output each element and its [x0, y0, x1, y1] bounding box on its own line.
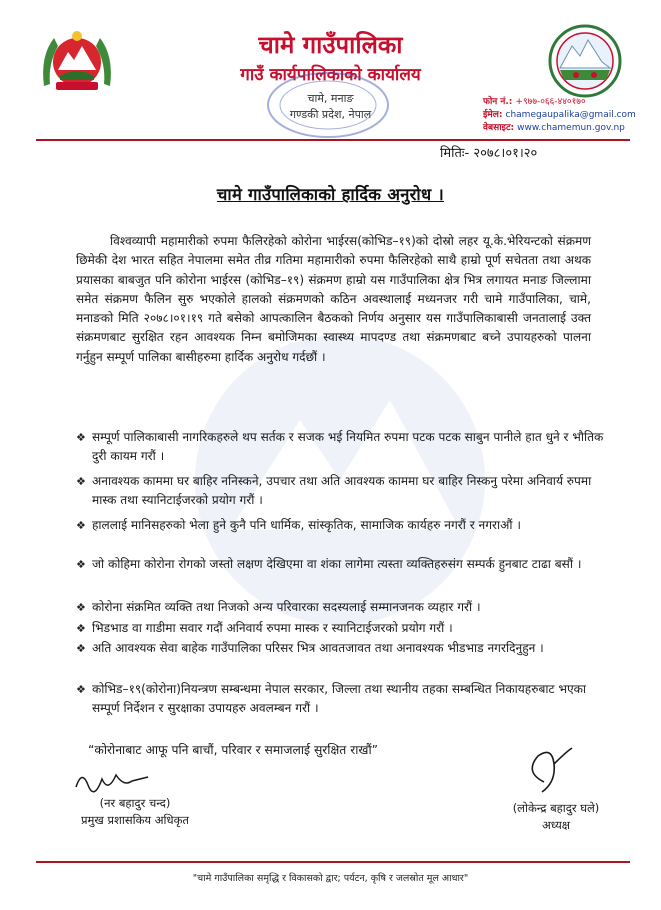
diamond-bullet-icon: ❖: [76, 558, 86, 571]
bullet-text: जो कोहिमा कोरोना रोगको जस्तो लक्षण देखिएमा वा शंका लागेमा त्यस्ता व्यक्तिहरुसंग सम्पर्क हुनबाट टाढा बसौं ।: [92, 557, 582, 571]
bullet-text: अति आवश्यक सेवा बाहेक गाउँपालिका परिसर भित्र आवतजावत तथा अनावश्यक भीडभाड नगरदिनुहुन ।: [92, 641, 544, 655]
diamond-bullet-icon: ❖: [76, 601, 86, 614]
email-row: [483, 109, 643, 122]
bullet-text: भिडभाड वा गाडीमा सवार गदौं अनिवार्य रुपमा मास्क र स्यानिटाईजरको प्रयोग गरौं ।: [92, 621, 453, 635]
closing-slogan: “कोरोनाबाट आफू पनि बाचौं, परिवार र समाजलाई सुरक्षित राखौं”: [88, 743, 379, 757]
bullet-item-6: [76, 619, 614, 638]
bullet-text: हाललाई मानिसहरुको भेला हुने कुनै पनि धार्मिक, सांस्कृतिक, सामाजिक कार्यहरु नगरौं र नगराऔं ।: [92, 518, 521, 532]
bullet-item-7: [76, 639, 614, 658]
signature-left: [72, 765, 152, 797]
contact-block: [483, 96, 643, 135]
office-stamp: [264, 70, 392, 140]
office-subtitle: गाउँ कार्यपालिकाको कार्यालय: [240, 65, 421, 85]
signatory-left-block: [60, 795, 210, 829]
office-title: चामे गाउँपालिका: [258, 31, 403, 59]
diamond-bullet-icon: ❖: [76, 475, 86, 488]
letter-subject: चामे गाउँपालिकाको हार्दिक अनुरोध ।: [216, 185, 445, 204]
bullet-item-5: [76, 598, 614, 617]
address-line-1: चामे, मनाङ: [307, 92, 354, 105]
website-row: [483, 122, 643, 135]
website-label: वेबसाइट:: [483, 123, 515, 133]
bullet-text: कोरोना संक्रमित व्यक्ति तथा निजको अन्य परिवारका सदस्यलाई सम्मानजनक व्यहार गरौं ।: [92, 600, 481, 614]
bullet-item-2: [76, 472, 614, 511]
bullet-item-1: [76, 428, 614, 467]
signatory-right-block: [486, 800, 626, 834]
diamond-bullet-icon: ❖: [76, 431, 86, 444]
header-divider: [36, 139, 630, 141]
bullet-text: सम्पूर्ण पालिकाबासी नागरिकहरुले थप सर्तक र सजक भई नियमित रुपमा पटक पटक साबुन पानीले हात धुने र भौतिक दुरी कायम गरौं ।: [92, 430, 604, 464]
bullet-text: अनावश्यक काममा घर बाहिर ननिस्कने, उपचार तथा अति आवश्यक काममा घर बाहिर निस्कनु परेमा अनिवार्य रुपमा मास्क तथा स्यानिटाईजरको प्रयोग गरौं ।: [92, 474, 592, 508]
diamond-bullet-icon: ❖: [76, 642, 86, 655]
signature-right: [514, 742, 584, 798]
diamond-bullet-icon: ❖: [76, 622, 86, 635]
diamond-bullet-icon: ❖: [76, 683, 86, 696]
intro-paragraph: विश्वव्यापी महामारीको रुपमा फैलिरहेको कोरोना भाईरस(कोभिड–१९)को दोस्रो लहर यू.के.भेरियन्टको संक्रमण छिमेकी देश भारत सहित नेपालमा समेत तीव्र गतिमा महामारीको रुपमा फैलिरहेको साथै हाम्रो पूर्ण सचेतता तथा अथक प्रयासका बाबजुत पनि कोरोना भाईरस (कोभिड–१९) संक्रमण हाम्रो यस गाउँपालिका क्षेत्र भित्र लगायत मनाङ जिल्लामा समेत संक्रमण फैलिन सुरु भएकोले हालको संक्रमणको कठिन अवस्थालाई मध्यनजर गरी चामे गाउँपालिका, चामे, मनाङको मिति २०७८।०१।१९ गते बसेको आपत्कालिन बैठकको निर्णय अनुसार यस गाउँपालिकाबासी जनतालाई उक्त संक्रमणबाट सुरक्षित रहन आवश्यक निम्न बमोजिमका स्वास्थ्य मापदण्ड तथा संक्रमणबाट बच्ने उपायहरुको पालना गर्नुहुन सम्पूर्ण पालिका बासीहरुमा हार्दिक अनुरोध गर्दछौं ।: [76, 234, 591, 364]
phone-label: फोन नं.:: [483, 97, 513, 107]
bullet-item-4: [76, 555, 614, 574]
signatory-right-name: (लोकेन्द्र बहादुर घले): [512, 801, 600, 815]
phone-row: [483, 96, 643, 109]
signatory-left-title: प्रमुख प्रशासकिय अधिकृत: [81, 813, 189, 827]
signatory-left-name: (नर बहादुर चन्द): [99, 796, 171, 810]
diamond-bullet-icon: ❖: [76, 519, 86, 532]
address-line-2: गण्डकी प्रदेश, नेपाल: [289, 108, 372, 121]
signatory-right-title: अध्यक्ष: [541, 818, 571, 832]
email-label: ईमेल:: [483, 110, 503, 120]
footer-motto: "चामे गाउँपालिका समृद्धि र विकासको द्वार; पर्यटन, कृषि र जलस्रोत मूल आधार": [192, 873, 469, 884]
bullet-text: कोभिड–१९(कोरोना)नियन्त्रण सम्बन्धमा नेपाल सरकार, जिल्ला तथा स्थानीय तहका सम्बन्धित निकायहरुबाट भएका सम्पूर्ण निर्देशन र सुरक्षाका उपायहरु अवलम्बन गरौं ।: [92, 682, 587, 716]
bullet-item-3: [76, 516, 614, 535]
letter-date: मितिः- २०७८।०१।२०: [440, 146, 538, 161]
email-value: chamegaupalika@gmail.com: [505, 110, 636, 120]
footer-divider: [36, 861, 630, 863]
website-value: www.chamemun.gov.np: [517, 123, 625, 133]
bullet-item-8: [76, 680, 614, 719]
phone-value: +९७७-०६६-४४०१७०: [515, 97, 586, 107]
